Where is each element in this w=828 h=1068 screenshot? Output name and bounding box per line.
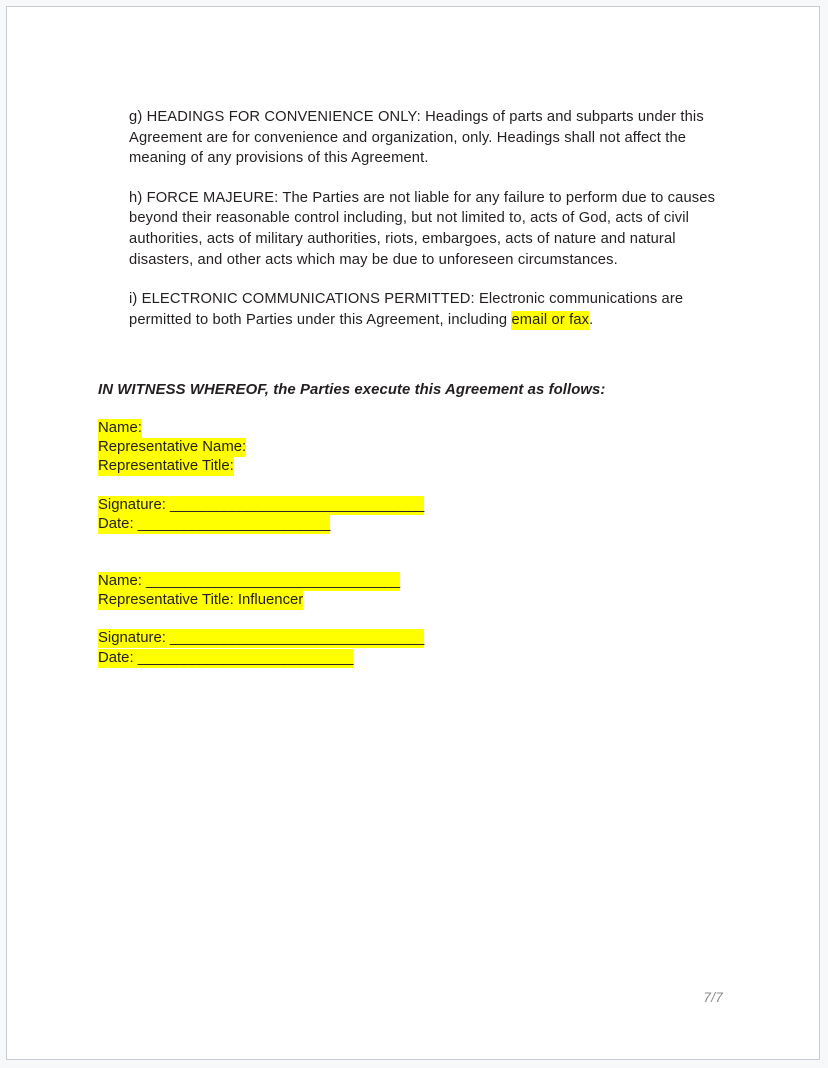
field-signature-influencer[interactable] bbox=[98, 629, 698, 648]
field-signature-label: Signature: bbox=[98, 496, 171, 513]
field-signature-influencer-label: Signature: bbox=[98, 630, 171, 647]
field-representative-name-label: Representative Name: bbox=[98, 439, 247, 456]
document-page bbox=[6, 6, 820, 1060]
clause-electronic-communications bbox=[129, 289, 729, 330]
field-representative-title-label: Representative Title: bbox=[98, 458, 234, 475]
field-signature[interactable] bbox=[98, 496, 698, 515]
field-date-rule[interactable]: _________________________ bbox=[137, 515, 330, 532]
field-date[interactable] bbox=[98, 515, 698, 534]
field-representative-title-influencer-label: Representative Title: Influencer bbox=[98, 592, 304, 609]
document-body bbox=[7, 7, 819, 1059]
field-representative-title bbox=[98, 457, 698, 476]
field-date-influencer-label: Date: bbox=[98, 649, 138, 666]
field-name-influencer[interactable] bbox=[98, 572, 698, 591]
signature-block-company bbox=[98, 419, 698, 534]
field-representative-title-influencer bbox=[98, 591, 698, 610]
highlight-email-or-fax: email or fax bbox=[511, 311, 590, 328]
field-representative-name bbox=[98, 438, 698, 457]
field-signature-influencer-rule[interactable]: _________________________________ bbox=[170, 630, 424, 647]
field-name-influencer-label: Name: bbox=[98, 573, 146, 590]
field-date-influencer[interactable] bbox=[98, 649, 698, 668]
page-number: 7/7 bbox=[703, 990, 723, 1005]
clause-force-majeure: h) FORCE MAJEURE: The Parties are not liable for any failure to perform due to causes beyond their reasonable control including, but not limited to, acts of God, acts of civil authorities, acts of military authorities, riots, embargoes, acts of nature and natural disasters, and other acts which may be due to unforeseen circumstances. bbox=[129, 189, 716, 268]
field-name-label: Name: bbox=[98, 420, 142, 436]
clauses-section bbox=[129, 107, 729, 330]
clause-headings-for-convenience: g) HEADINGS FOR CONVENIENCE ONLY: Headings of parts and subparts under this Agreement are for convenience and organization, only. Headings shall not affect the meaning of any provisions of this Agreement. bbox=[129, 109, 704, 167]
signature-block-influencer bbox=[98, 572, 698, 668]
clause-electronic-communications-text-after: . bbox=[589, 311, 594, 328]
field-name-influencer-rule[interactable]: _________________________________ bbox=[146, 573, 400, 590]
clause-electronic-communications-text-before: i) ELECTRONIC COMMUNICATIONS PERMITTED: Electronic communications are permitted to both Parties under this Agreement, including bbox=[129, 291, 684, 328]
signature-section bbox=[98, 419, 698, 668]
field-signature-rule[interactable]: _________________________________ bbox=[170, 496, 424, 513]
spacer bbox=[98, 610, 698, 629]
field-date-influencer-rule[interactable]: ____________________________ bbox=[137, 649, 353, 666]
field-name bbox=[98, 419, 698, 438]
spacer bbox=[98, 477, 698, 496]
witness-statement: IN WITNESS WHEREOF, the Parties execute this Agreement as follows: bbox=[98, 382, 606, 398]
field-date-label: Date: bbox=[98, 515, 138, 532]
spacer-between-blocks bbox=[98, 534, 698, 572]
